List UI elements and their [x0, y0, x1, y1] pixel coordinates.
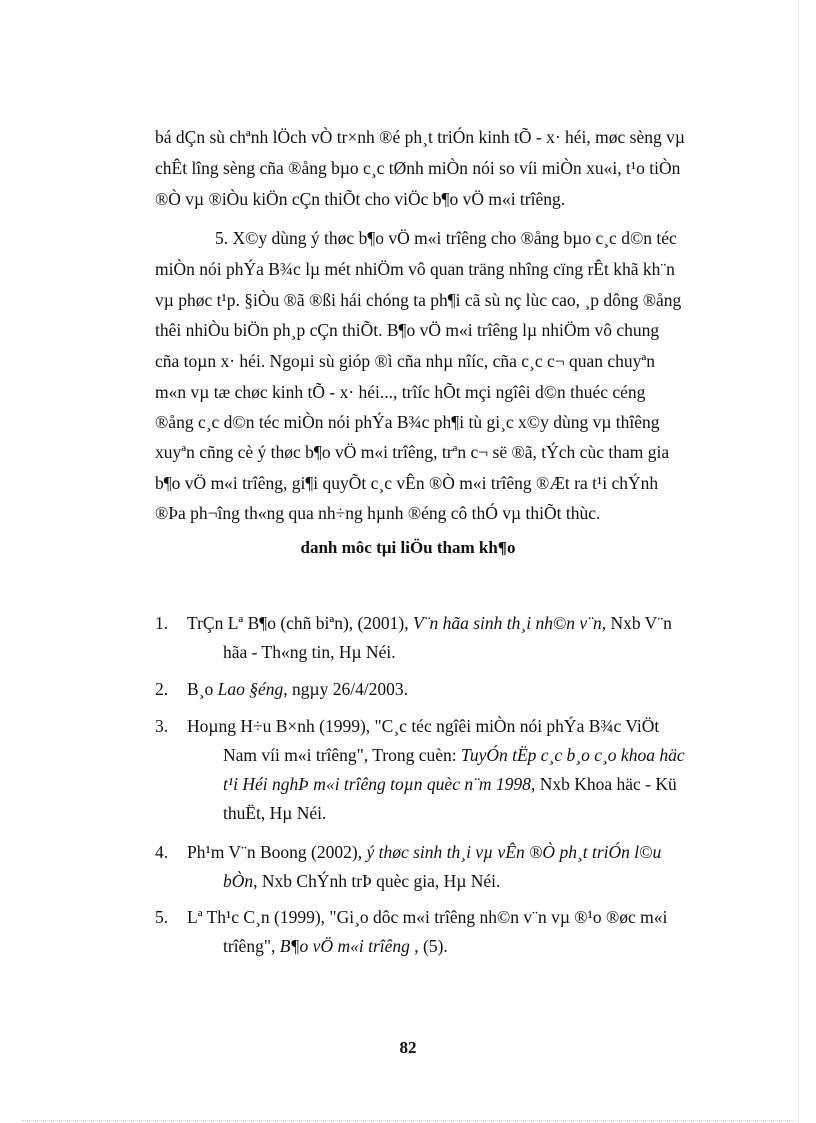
- text-line: m«n vµ tæ chøc kinh tÕ - x· héi..., trîíc hÕt mçi ngîêi d©n thuéc céng: [155, 382, 646, 402]
- reference-text: Hoµng H÷u B×nh (1999), "C¸c téc ngîêi miÒn nói phÝa B¾c ViÖt: [187, 716, 660, 736]
- text-line: ®Þa ph¬îng th«ng qua nh÷ng hµnh ®éng cô thÓ vµ thiÕt thùc.: [155, 503, 601, 523]
- text-line: vµ phøc t¹p. §iÒu ®ã ®ßi hái chóng ta ph¶i cã sù nç lùc cao, ¸p dông ®ång: [155, 290, 682, 310]
- reference-line: [223, 870, 500, 892]
- reference-line: [223, 773, 677, 795]
- reference-text: , Nxb Khoa häc - Kü: [530, 774, 677, 794]
- reference-text: thuËt, Hµ Néi.: [223, 803, 327, 823]
- reference-line: [223, 744, 685, 766]
- reference-number: 4.: [155, 842, 169, 862]
- reference-text: , Nxb ChÝnh trÞ quèc gia, Hµ Néi.: [253, 871, 501, 891]
- reference-line: [187, 906, 667, 928]
- reference-text: , (5).: [409, 936, 448, 956]
- reference-text: , ngµy 26/4/2003.: [283, 679, 409, 699]
- reference-line: [187, 678, 408, 700]
- reference-title: TuyÓn tËp c¸c b¸o c¸o khoa häc: [461, 745, 685, 765]
- reference-line: [223, 641, 396, 663]
- bibliography-heading: danh môc tµi liÖu tham kh¶o: [300, 538, 516, 557]
- reference-number: 2.: [155, 679, 169, 699]
- text-line: xuyªn cñng cè ý thøc b¶o vÖ m«i trîêng, trªn c¬ së ®ã, tÝch cùc tham gia: [155, 442, 670, 462]
- page-number: 82: [399, 1038, 417, 1057]
- reference-text: hãa - Th«ng tin, Hµ Néi.: [223, 642, 396, 662]
- reference-line: [223, 802, 326, 824]
- reference-title: V¨n hãa sinh th¸i nh©n v¨n: [412, 613, 602, 633]
- page-right-rule: [798, 0, 799, 1123]
- reference-text: Lª Th¹c C¸n (1999), "Gi¸o dôc m«i trîêng nh©n v¨n vµ ®¹o ®øc m«i: [187, 907, 668, 927]
- text-line: miÒn nói phÝa B¾c lµ mét nhiÖm vô quan träng nhîng cïng rÊt khã kh¨n: [155, 259, 675, 279]
- text-line: thêi nhiÒu biÖn ph¸p cÇn thiÕt. B¶o vÖ m«i trîêng lµ nhiÖm vô chung: [155, 320, 660, 340]
- reference-title: bÒn: [223, 871, 254, 891]
- reference-number: 5.: [155, 907, 169, 927]
- reference-line: [223, 935, 448, 957]
- text-line: 5. X©y dùng ý thøc b¶o vÖ m«i trîêng cho ®ång bµo c¸c d©n téc: [215, 228, 677, 248]
- reference-title: Lao §éng: [217, 679, 284, 699]
- page-bottom-rule: [22, 1120, 794, 1121]
- reference-title: t¹i Héi nghÞ m«i trîêng toµn quèc n¨m 1998: [223, 774, 531, 794]
- text-line: b¶o vÖ m«i trîêng, gi¶i quyÕt c¸c vÊn ®Ò m«i trîêng ®Æt ra t¹i chÝnh: [155, 473, 659, 493]
- reference-title: B¶o vÖ m«i trîêng: [279, 936, 410, 956]
- reference-text: , Nxb V¨n: [601, 613, 672, 633]
- reference-title: ý thøc sinh th¸i vµ vÊn ®Ò ph¸t triÓn l©u: [366, 842, 662, 862]
- reference-line: [187, 841, 661, 863]
- reference-line: [187, 612, 672, 634]
- reference-line: [187, 715, 659, 737]
- reference-text: Ph¹m V¨n Boong (2002),: [187, 842, 367, 862]
- reference-number: 3.: [155, 716, 169, 736]
- text-line: bá dÇn sù chªnh lÖch vÒ tr×nh ®é ph¸t triÓn kinh tÕ - x· héi, møc sèng vµ: [155, 127, 685, 147]
- text-line: ®Ò vµ ®iÒu kiÖn cÇn thiÕt cho viÖc b¶o vÖ m«i trîêng.: [155, 189, 566, 209]
- reference-text: trîêng",: [223, 936, 280, 956]
- reference-text: B¸o: [187, 679, 218, 699]
- text-line: ®ång c¸c d©n téc miÒn nói phÝa B¾c ph¶i tù gi¸c x©y dùng vµ thîêng: [155, 412, 660, 432]
- text-line: cña toµn x· héi. Ngoµi sù gióp ®ì cña nhµ nîíc, cña c¸c c¬ quan chuyªn: [155, 351, 655, 371]
- reference-text: TrÇn Lª B¶o (chñ biªn), (2001),: [187, 613, 413, 633]
- reference-text: Nam víi m«i trîêng", Trong cuèn:: [223, 745, 462, 765]
- reference-number: 1.: [155, 613, 169, 633]
- text-line: chÊt lîng sèng cña ®ång bµo c¸c tØnh miÒn nói so víi miÒn xu«i, t¹o tiÒn: [155, 158, 681, 178]
